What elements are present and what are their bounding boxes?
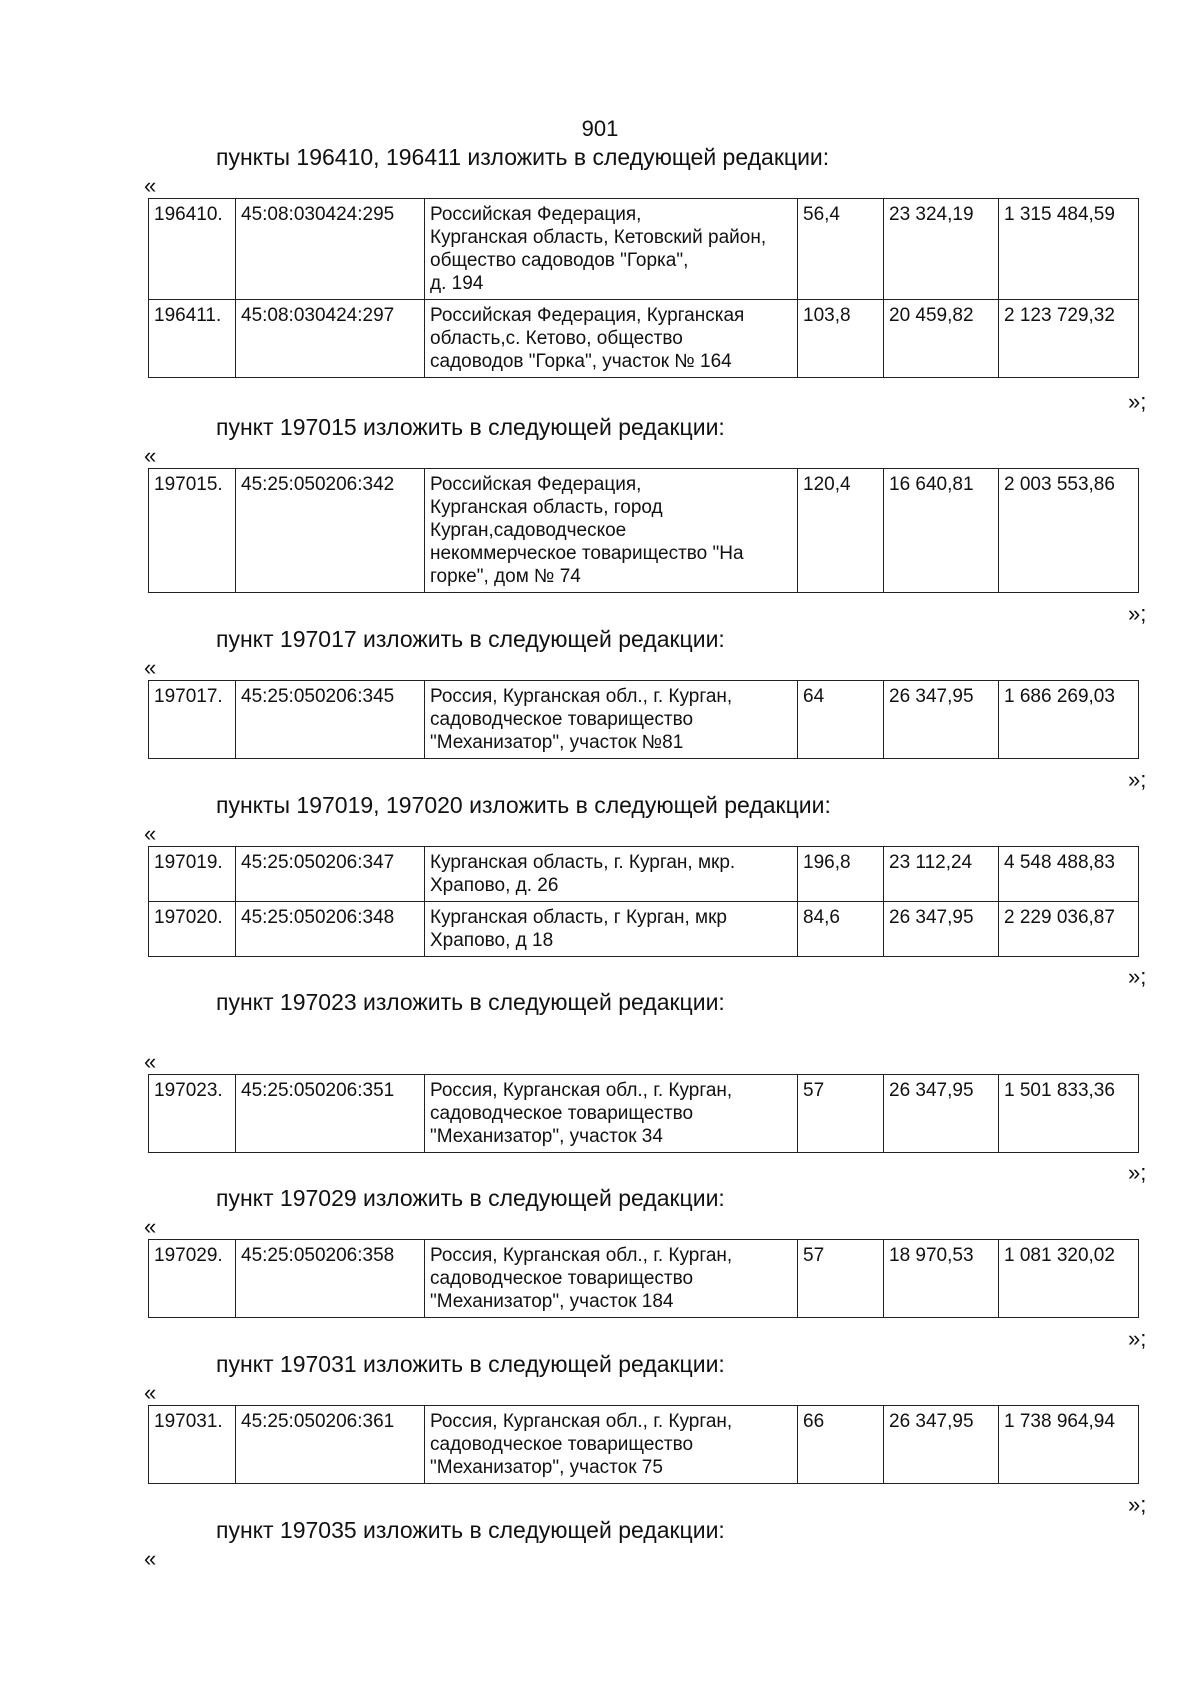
- cadastral-value-cell: 1 315 484,59: [999, 199, 1139, 300]
- row-number-cell: 197015.: [149, 469, 236, 593]
- open-quote: «: [144, 1049, 157, 1074]
- address-cell: Курганская область, г. Курган, мкр. Храпово, д. 26: [425, 847, 798, 902]
- section-instruction: пункт 197015 изложить в следующей редакции:: [216, 414, 725, 440]
- entry-table: [148, 846, 1139, 957]
- open-quote: «: [144, 821, 157, 846]
- open-quote: «: [144, 1380, 157, 1405]
- cadastral-value-cell: 1 686 269,03: [999, 681, 1139, 759]
- cadastral-value-cell: 1 501 833,36: [999, 1075, 1139, 1153]
- cadastral-number-cell: 45:25:050206:358: [236, 1240, 425, 1318]
- specific-value-cell: 26 347,95: [884, 1406, 999, 1484]
- table-row: [149, 1075, 1139, 1153]
- area-cell: 56,4: [798, 199, 884, 300]
- area-cell: 120,4: [798, 469, 884, 593]
- cadastral-number-cell: 45:25:050206:347: [236, 847, 425, 902]
- cadastral-number-cell: 45:25:050206:361: [236, 1406, 425, 1484]
- close-quote: »;: [1128, 389, 1147, 414]
- address-cell: Россия, Курганская обл., г. Курган, садоводческое товарищество "Механизатор", участок №81: [425, 681, 798, 759]
- entry-table: [148, 680, 1139, 759]
- section-instruction: пункт 197017 изложить в следующей редакции:: [216, 626, 725, 652]
- address-cell: Россия, Курганская обл., г. Курган, садоводческое товарищество "Механизатор", участок 34: [425, 1075, 798, 1153]
- open-quote: «: [144, 173, 157, 198]
- close-quote: »;: [1128, 767, 1147, 792]
- area-cell: 64: [798, 681, 884, 759]
- address-cell: Российская Федерация, Курганская область,с. Кетово, общество садоводов "Горка", участок № 164: [425, 300, 798, 378]
- close-quote: »;: [1128, 601, 1147, 626]
- row-number-cell: 197023.: [149, 1075, 236, 1153]
- specific-value-cell: 26 347,95: [884, 1075, 999, 1153]
- page-number: 901: [581, 116, 619, 141]
- cadastral-value-cell: 2 003 553,86: [999, 469, 1139, 593]
- specific-value-cell: 20 459,82: [884, 300, 999, 378]
- row-number-cell: 197020.: [149, 902, 236, 957]
- open-quote: «: [144, 1546, 157, 1571]
- row-number-cell: 197031.: [149, 1406, 236, 1484]
- table-row: [149, 199, 1139, 300]
- specific-value-cell: 26 347,95: [884, 681, 999, 759]
- specific-value-cell: 23 112,24: [884, 847, 999, 902]
- cadastral-number-cell: 45:08:030424:295: [236, 199, 425, 300]
- area-cell: 57: [798, 1075, 884, 1153]
- area-cell: 84,6: [798, 902, 884, 957]
- address-cell: Российская Федерация, Курганская область, Кетовский район, общество садоводов "Горка", д. 194: [425, 199, 798, 300]
- table-row: [149, 902, 1139, 957]
- close-quote: »;: [1128, 1326, 1147, 1351]
- cadastral-number-cell: 45:08:030424:297: [236, 300, 425, 378]
- section-instruction: пункт 197023 изложить в следующей редакции:: [216, 989, 725, 1015]
- specific-value-cell: 26 347,95: [884, 902, 999, 957]
- table-row: [149, 847, 1139, 902]
- area-cell: 103,8: [798, 300, 884, 378]
- table-row: [149, 469, 1139, 593]
- entry-table: [148, 198, 1139, 378]
- cadastral-value-cell: 1 081 320,02: [999, 1240, 1139, 1318]
- area-cell: 66: [798, 1406, 884, 1484]
- open-quote: «: [144, 443, 157, 468]
- cadastral-value-cell: 2 229 036,87: [999, 902, 1139, 957]
- row-number-cell: 196410.: [149, 199, 236, 300]
- specific-value-cell: 23 324,19: [884, 199, 999, 300]
- open-quote: «: [144, 655, 157, 680]
- table-row: [149, 681, 1139, 759]
- cadastral-number-cell: 45:25:050206:348: [236, 902, 425, 957]
- address-cell: Россия, Курганская обл., г. Курган, садоводческое товарищество "Механизатор", участок 184: [425, 1240, 798, 1318]
- section-instruction: пункт 197029 изложить в следующей редакции:: [216, 1185, 725, 1211]
- row-number-cell: 197017.: [149, 681, 236, 759]
- entry-table: [148, 468, 1139, 593]
- cadastral-number-cell: 45:25:050206:342: [236, 469, 425, 593]
- close-quote: »;: [1128, 964, 1147, 989]
- table-row: [149, 300, 1139, 378]
- table-row: [149, 1240, 1139, 1318]
- cadastral-number-cell: 45:25:050206:345: [236, 681, 425, 759]
- cadastral-number-cell: 45:25:050206:351: [236, 1075, 425, 1153]
- close-quote: »;: [1128, 1492, 1147, 1517]
- cadastral-value-cell: 1 738 964,94: [999, 1406, 1139, 1484]
- specific-value-cell: 18 970,53: [884, 1240, 999, 1318]
- address-cell: Курганская область, г Курган, мкр Храпово, д 18: [425, 902, 798, 957]
- entry-table: [148, 1405, 1139, 1484]
- address-cell: Россия, Курганская обл., г. Курган, садоводческое товарищество "Механизатор", участок 75: [425, 1406, 798, 1484]
- area-cell: 57: [798, 1240, 884, 1318]
- specific-value-cell: 16 640,81: [884, 469, 999, 593]
- entry-table: [148, 1239, 1139, 1318]
- open-quote: «: [144, 1214, 157, 1239]
- row-number-cell: 197029.: [149, 1240, 236, 1318]
- section-instruction: пункт 197031 изложить в следующей редакции:: [216, 1351, 725, 1377]
- close-quote: »;: [1128, 1160, 1147, 1185]
- row-number-cell: 197019.: [149, 847, 236, 902]
- area-cell: 196,8: [798, 847, 884, 902]
- cadastral-value-cell: 2 123 729,32: [999, 300, 1139, 378]
- cadastral-value-cell: 4 548 488,83: [999, 847, 1139, 902]
- section-instruction: пункты 197019, 197020 изложить в следующей редакции:: [216, 792, 831, 818]
- address-cell: Российская Федерация, Курганская область, город Курган,садоводческое некоммерческое товарищество "На горке", дом № 74: [425, 469, 798, 593]
- section-instruction: пункты 196410, 196411 изложить в следующей редакции:: [216, 144, 830, 170]
- row-number-cell: 196411.: [149, 300, 236, 378]
- table-row: [149, 1406, 1139, 1484]
- entry-table: [148, 1074, 1139, 1153]
- section-instruction: пункт 197035 изложить в следующей редакции:: [216, 1517, 725, 1543]
